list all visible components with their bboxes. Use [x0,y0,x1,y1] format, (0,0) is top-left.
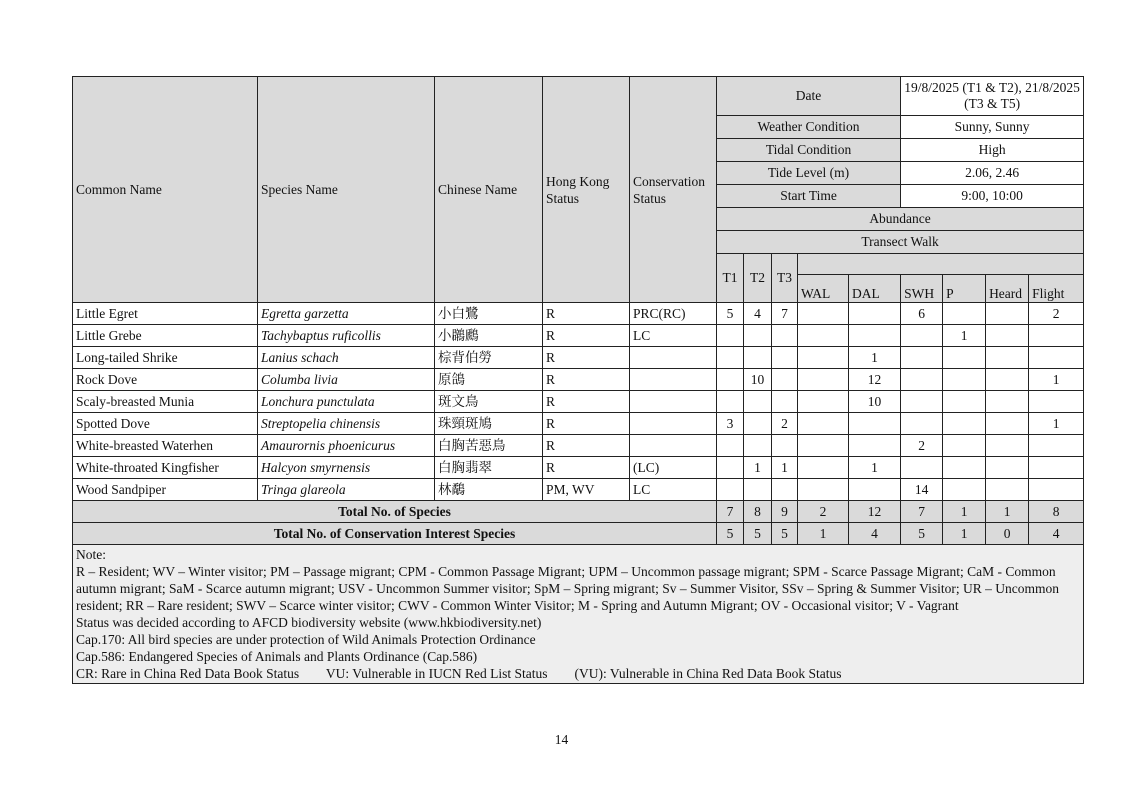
total-cell-t1: 7 [717,501,744,523]
species-name-cell: Lonchura punctulata [258,391,435,413]
count-cell-wal [798,347,849,369]
count-cell-p [943,479,986,501]
count-cell-swh [901,325,943,347]
chinese-name-cell: 斑文鳥 [435,391,543,413]
count-cell-p [943,347,986,369]
count-cell-t2 [744,413,772,435]
tide-level-value: 2.06, 2.46 [901,162,1084,185]
weather-label: Weather Condition [717,116,901,139]
species-name-cell: Amaurornis phoenicurus [258,435,435,457]
count-cell-flight [1029,435,1084,457]
count-cell-t2 [744,347,772,369]
count-cell-t3: 1 [772,457,798,479]
count-cell-dal [849,413,901,435]
count-cell-dal: 12 [849,369,901,391]
species-name-cell: Streptopelia chinensis [258,413,435,435]
table-row [73,347,1084,369]
count-cell-p [943,435,986,457]
count-cell-t1: 5 [717,303,744,325]
table-row [73,479,1084,501]
notes-section [73,545,1084,684]
count-cell-p [943,303,986,325]
table-row [73,369,1084,391]
count-cell-t2 [744,391,772,413]
count-cell-wal [798,479,849,501]
table-row [73,435,1084,457]
count-cell-t2: 1 [744,457,772,479]
col-header-flight: Flight [1029,275,1084,303]
bird-survey-table [72,76,1084,684]
count-cell-heard [986,303,1029,325]
total-cell-flight: 8 [1029,501,1084,523]
conservation-status-cell [630,347,717,369]
conservation-status-cell [630,369,717,391]
count-cell-p [943,457,986,479]
transect-walk-header: Transect Walk [717,231,1084,254]
table-row [73,391,1084,413]
page-number: 14 [554,732,569,747]
chinese-name-cell: 小白鷺 [435,303,543,325]
total-cell-heard: 1 [986,501,1029,523]
count-cell-t3 [772,435,798,457]
tidal-value: High [901,139,1084,162]
count-cell-t2: 4 [744,303,772,325]
transect-spacer [798,254,1084,275]
conservation-status-cell [630,435,717,457]
count-cell-swh [901,457,943,479]
table-row [73,457,1084,479]
count-cell-flight: 1 [1029,369,1084,391]
col-header-p: P [943,275,986,303]
chinese-name-cell: 珠頸斑鳩 [435,413,543,435]
conservation-status-cell: (LC) [630,457,717,479]
species-name-cell: Tringa glareola [258,479,435,501]
totals-row [73,501,1084,523]
count-cell-t3: 7 [772,303,798,325]
count-cell-wal [798,457,849,479]
count-cell-swh [901,347,943,369]
common-name-cell: White-breasted Waterhen [73,435,258,457]
count-cell-t2 [744,435,772,457]
common-name-cell: Little Grebe [73,325,258,347]
count-cell-t1 [717,435,744,457]
notes-status-legend: R – Resident; WV – Winter visitor; PM – Passage migrant; CPM - Common Passage Migrant; UPM – Uncommon passage migrant; SPM - Scarce Passage Migrant; CaM - Common autumn migrant; SaM - Scarce autumn migrant; USV - Uncommon Summer visitor; SpM – Spring migrant; Sv – Summer Visitor, SSv – Spring & Summer Visitor; UR – Uncommon resident; RR – Rare resident; SWV – Scarce winter visitor; CWV - Common Winter Visitor; M - Spring and Autumn Migrant; OV - Occasional visitor; V - Vagrant [76,564,1059,613]
count-cell-heard [986,457,1029,479]
count-cell-t3: 2 [772,413,798,435]
total-cell-t3: 5 [772,523,798,545]
count-cell-t1: 3 [717,413,744,435]
hk-status-cell: R [543,347,630,369]
count-cell-p [943,413,986,435]
count-cell-swh: 14 [901,479,943,501]
count-cell-dal [849,435,901,457]
species-name-cell: Halcyon smyrnensis [258,457,435,479]
count-cell-t1 [717,325,744,347]
header-hk-status: Hong Kong Status [543,77,630,303]
chinese-name-cell: 小鸊鷉 [435,325,543,347]
total-cell-swh: 7 [901,501,943,523]
count-cell-t1 [717,347,744,369]
count-cell-flight: 2 [1029,303,1084,325]
col-header-heard: Heard [986,275,1029,303]
header-chinese-name: Chinese Name [435,77,543,303]
col-header-t1: T1 [717,254,744,303]
hk-status-cell: R [543,391,630,413]
count-cell-heard [986,413,1029,435]
count-cell-t1 [717,369,744,391]
count-cell-wal [798,303,849,325]
count-cell-p: 1 [943,325,986,347]
conservation-status-cell: LC [630,325,717,347]
count-cell-heard [986,479,1029,501]
notes-status-source: Status was decided according to AFCD biodiversity website (www.hkbiodiversity.net) [76,615,542,630]
count-cell-t3 [772,391,798,413]
count-cell-heard [986,347,1029,369]
total-cell-t3: 9 [772,501,798,523]
hk-status-cell: R [543,457,630,479]
count-cell-t1 [717,479,744,501]
chinese-name-cell: 白胸翡翠 [435,457,543,479]
notes-heading: Note: [76,547,106,562]
count-cell-swh: 6 [901,303,943,325]
count-cell-dal [849,303,901,325]
common-name-cell: Spotted Dove [73,413,258,435]
start-time-label: Start Time [717,185,901,208]
total-cell-heard: 0 [986,523,1029,545]
date-label: Date [717,77,901,116]
conservation-status-cell: PRC(RC) [630,303,717,325]
total-cell-t2: 5 [744,523,772,545]
count-cell-swh [901,413,943,435]
hk-status-cell: R [543,413,630,435]
common-name-cell: Wood Sandpiper [73,479,258,501]
total-cell-t1: 5 [717,523,744,545]
conservation-status-cell [630,391,717,413]
species-name-cell: Columba livia [258,369,435,391]
col-header-wal: WAL [798,275,849,303]
count-cell-t3 [772,369,798,391]
count-cell-dal: 1 [849,347,901,369]
species-name-cell: Tachybaptus ruficollis [258,325,435,347]
col-header-t3: T3 [772,254,798,303]
count-cell-wal [798,391,849,413]
tide-level-label: Tide Level (m) [717,162,901,185]
totals-label: Total No. of Conservation Interest Species [73,523,717,545]
notes-red-data-legend: CR: Rare in China Red Data Book Status VU: Vulnerable in IUCN Red List Status (VU): Vulnerable in China Red Data Book Status [76,666,842,681]
start-time-value: 9:00, 10:00 [901,185,1084,208]
table-row [73,413,1084,435]
chinese-name-cell: 白胸苦惡鳥 [435,435,543,457]
totals-label: Total No. of Species [73,501,717,523]
count-cell-swh: 2 [901,435,943,457]
col-header-dal: DAL [849,275,901,303]
conservation-status-cell: LC [630,479,717,501]
total-cell-dal: 12 [849,501,901,523]
common-name-cell: Rock Dove [73,369,258,391]
species-name-cell: Egretta garzetta [258,303,435,325]
count-cell-t1 [717,391,744,413]
count-cell-flight: 1 [1029,413,1084,435]
chinese-name-cell: 棕背伯勞 [435,347,543,369]
count-cell-t2: 10 [744,369,772,391]
count-cell-swh [901,369,943,391]
hk-status-cell: R [543,369,630,391]
count-cell-t2 [744,479,772,501]
count-cell-t2 [744,325,772,347]
total-cell-p: 1 [943,523,986,545]
species-name-cell: Lanius schach [258,347,435,369]
count-cell-flight [1029,457,1084,479]
hk-status-cell: PM, WV [543,479,630,501]
count-cell-t3 [772,479,798,501]
count-cell-flight [1029,325,1084,347]
header-species-name: Species Name [258,77,435,303]
count-cell-t3 [772,325,798,347]
count-cell-heard [986,325,1029,347]
notes-cap586: Cap.586: Endangered Species of Animals and Plants Ordinance (Cap.586) [76,649,478,664]
count-cell-flight [1029,479,1084,501]
abundance-header: Abundance [717,208,1084,231]
count-cell-heard [986,369,1029,391]
chinese-name-cell: 林鷸 [435,479,543,501]
count-cell-t1 [717,457,744,479]
count-cell-p [943,369,986,391]
totals-row [73,523,1084,545]
common-name-cell: Scaly-breasted Munia [73,391,258,413]
count-cell-heard [986,435,1029,457]
total-cell-t2: 8 [744,501,772,523]
count-cell-p [943,391,986,413]
total-cell-swh: 5 [901,523,943,545]
count-cell-dal: 1 [849,457,901,479]
col-header-swh: SWH [901,275,943,303]
hk-status-cell: R [543,303,630,325]
count-cell-wal [798,369,849,391]
chinese-name-cell: 原鴿 [435,369,543,391]
count-cell-dal: 10 [849,391,901,413]
total-cell-p: 1 [943,501,986,523]
total-cell-wal: 2 [798,501,849,523]
header-conservation-status: Conservation Status [630,77,717,303]
header-common-name: Common Name [73,77,258,303]
count-cell-swh [901,391,943,413]
count-cell-dal [849,479,901,501]
table-row [73,325,1084,347]
count-cell-wal [798,413,849,435]
count-cell-wal [798,325,849,347]
hk-status-cell: R [543,435,630,457]
count-cell-heard [986,391,1029,413]
date-value: 19/8/2025 (T1 & T2), 21/8/2025 (T3 & T5) [901,77,1084,116]
total-cell-wal: 1 [798,523,849,545]
common-name-cell: Long-tailed Shrike [73,347,258,369]
count-cell-wal [798,435,849,457]
table-row [73,303,1084,325]
weather-value: Sunny, Sunny [901,116,1084,139]
total-cell-dal: 4 [849,523,901,545]
count-cell-t3 [772,347,798,369]
count-cell-dal [849,325,901,347]
col-header-t2: T2 [744,254,772,303]
hk-status-cell: R [543,325,630,347]
total-cell-flight: 4 [1029,523,1084,545]
conservation-status-cell [630,413,717,435]
count-cell-flight [1029,347,1084,369]
notes-cap170: Cap.170: All bird species are under protection of Wild Animals Protection Ordinance [76,632,536,647]
tidal-label: Tidal Condition [717,139,901,162]
count-cell-flight [1029,391,1084,413]
common-name-cell: Little Egret [73,303,258,325]
common-name-cell: White-throated Kingfisher [73,457,258,479]
